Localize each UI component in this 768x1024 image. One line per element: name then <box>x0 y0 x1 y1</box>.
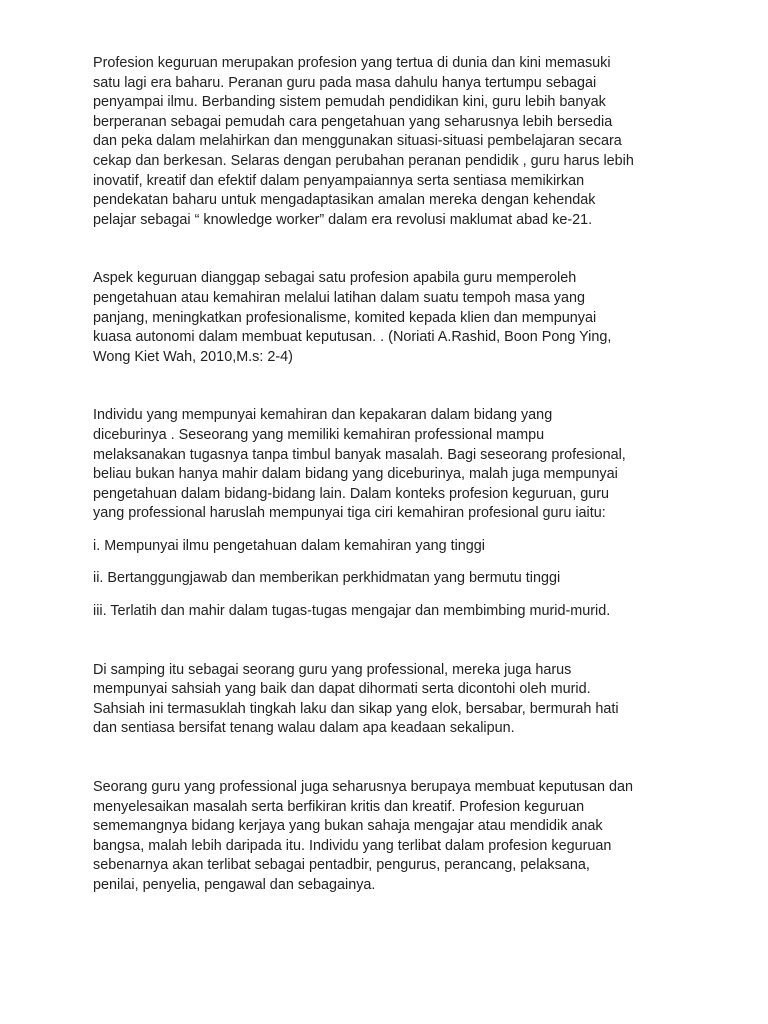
paragraph-line: Sahsiah ini termasuklah tingkah laku dan sikap yang elok, bersabar, bermurah hati <box>93 700 619 717</box>
paragraph-line: pengetahuan atau kemahiran melalui latihan dalam suatu tempoh masa yang <box>93 289 586 306</box>
list-item: iii. Terlatih dan mahir dalam tugas-tugas mengajar dan membimbing murid-murid. <box>93 603 611 620</box>
paragraph-line: sebenarnya akan terlibat sebagai pentadbir, pengurus, perancang, pelaksana, <box>93 857 590 874</box>
paragraph-line: penilai, penyelia, pengawal dan sebagainya. <box>93 877 376 893</box>
paragraph-line: pendekatan baharu untuk mengadaptasikan amalan mereka dengan kehendak <box>93 192 596 209</box>
paragraph-line: melaksanakan tugasnya tanpa timbul banyak masalah. Bagi seseorang profesional, <box>93 446 626 463</box>
paragraph-line: yang professional haruslah mempunyai tiga ciri kemahiran profesional guru iaitu: <box>93 505 606 522</box>
paragraph-line: dan sentiasa bersifat tenang walau dalam apa keadaan sekalipun. <box>93 720 515 737</box>
paragraph-line: Wong Kiet Wah, 2010,M.s: 2-4) <box>93 348 293 365</box>
paragraph-line: cekap dan berkesan. Selaras dengan perubahan peranan pendidik , guru harus lebih <box>93 152 634 169</box>
paragraph-line: sememangnya bidang kerjaya yang bukan sahaja mengajar atau mendidik anak <box>93 818 603 835</box>
paragraph-line: bangsa, malah lebih daripada itu. Individu yang terlibat dalam profesion keguruan <box>93 837 612 854</box>
paragraph-line: inovatif, kreatif dan efektif dalam penyampaiannya serta sentiasa memikirkan <box>93 172 585 189</box>
paragraph-line: Aspek keguruan dianggap sebagai satu profesion apabila guru memperoleh <box>93 270 577 287</box>
paragraph-line: Profesion keguruan merupakan profesion yang tertua di dunia dan kini memasuki <box>93 55 611 71</box>
paragraph-line: penyampai ilmu. Berbanding sistem pemudah pendidikan kini, guru lebih banyak <box>93 94 606 111</box>
paragraph-1 <box>93 54 693 230</box>
paragraph-4 <box>93 661 693 739</box>
paragraph-line: dan peka dalam melahirkan dan menggunakan situasi-situasi pembelajaran secara <box>93 133 622 150</box>
paragraph-line: menyelesaikan masalah serta berfikiran kritis dan kreatif. Profesion keguruan <box>93 798 585 815</box>
paragraph-2 <box>93 269 693 367</box>
paragraph-line: kuasa autonomi dalam membuat keputusan. . (Noriati A.Rashid, Boon Pong Ying, <box>93 329 612 346</box>
paragraph-line: Di samping itu sebagai seorang guru yang professional, mereka juga harus <box>93 661 572 678</box>
paragraph-line: berperanan sebagai pemudah cara pengetahuan yang seharusnya lebih bersedia <box>93 113 613 130</box>
paragraph-line: Individu yang mempunyai kemahiran dan kepakaran dalam bidang yang <box>93 407 553 424</box>
paragraph-5 <box>93 778 693 896</box>
paragraph-line: mempunyai sahsiah yang baik dan dapat dihormati serta dicontohi oleh murid. <box>93 681 591 698</box>
list-item: i. Mempunyai ilmu pengetahuan dalam kemahiran yang tinggi <box>93 537 485 554</box>
paragraph-line: beliau bukan hanya mahir dalam bidang yang diceburinya, malah juga mempunyai <box>93 466 618 483</box>
paragraph-line: pelajar sebagai “ knowledge worker” dalam era revolusi maklumat abad ke-21. <box>93 211 593 228</box>
paragraph-line: panjang, meningkatkan profesionalisme, komited kepada klien dan mempunyai <box>93 309 597 326</box>
paragraph-3 <box>93 406 693 524</box>
paragraph-line: pengetahuan dalam bidang-bidang lain. Dalam konteks profesion keguruan, guru <box>93 485 610 502</box>
paragraph-line: diceburinya . Seseorang yang memiliki kemahiran professional mampu <box>93 426 545 443</box>
paragraph-line: satu lagi era baharu. Peranan guru pada masa dahulu hanya tertumpu sebagai <box>93 74 597 91</box>
list-item: ii. Bertanggungjawab dan memberikan perkhidmatan yang bermutu tinggi <box>93 570 561 587</box>
paragraph-line: Seorang guru yang professional juga seharusnya berupaya membuat keputusan dan <box>93 779 634 796</box>
document-page <box>93 54 693 896</box>
